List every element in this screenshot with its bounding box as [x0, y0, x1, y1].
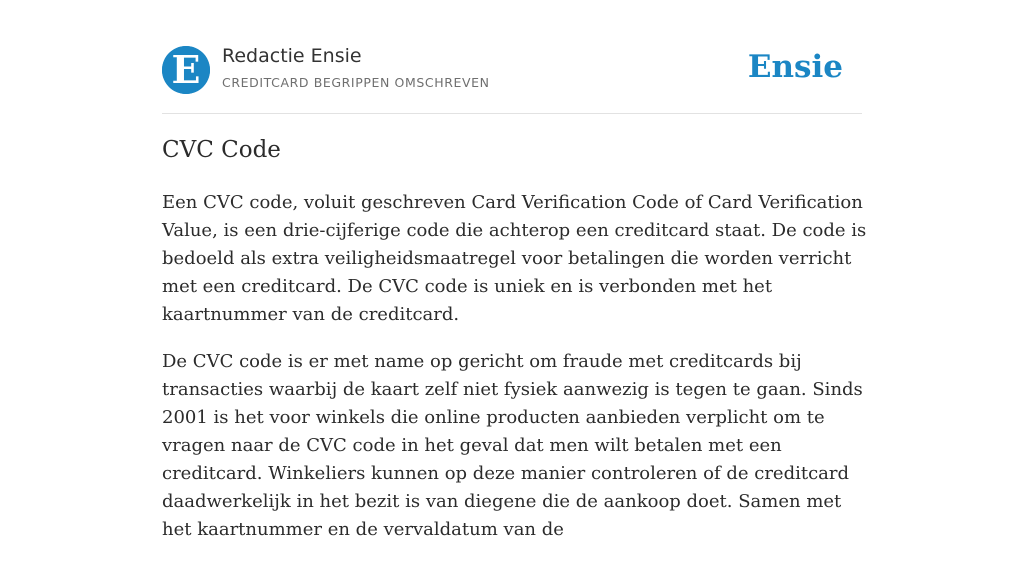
svg-text:E: E [171, 47, 201, 92]
article-paragraph: De CVC code is er met name op gericht om fraude met creditcards bij transacties waarbij de kaart zelf niet fysiek aanwezig is tegen te gaan. Sinds 2001 is het voor winkels die online producten aanbieden verplicht om te vragen naar de CVC code in het geval dat men wilt betalen met een creditcard. Winkeliers kunnen op deze manier controleren of de creditcard daadwerkelijk in het bezit is van diegene die de aankoop doet. Samen met het kaartnummer en de vervaldatum van de [162, 351, 863, 540]
article-title: CVC Code [162, 137, 281, 163]
article-body [162, 189, 867, 563]
article-paragraph: Een CVC code, voluit geschreven Card Verification Code of Card Verification Value, is een drie-cijferige code die achterop een creditcard staat. De code is bedoeld als extra veiligheidsmaatregel voor betalingen die worden verricht met een creditcard. De CVC code is uniek en is verbonden met het kaartnummer van de creditcard. [162, 192, 867, 325]
article-header [162, 0, 862, 114]
ensie-e-logo-icon[interactable] [162, 46, 210, 94]
category-label[interactable]: CREDITCARD BEGRIPPEN OMSCHREVEN [222, 75, 490, 90]
author-name[interactable]: Redactie Ensie [222, 45, 362, 67]
article-card [162, 0, 867, 540]
brand-logo[interactable]: Ensie [747, 49, 843, 85]
